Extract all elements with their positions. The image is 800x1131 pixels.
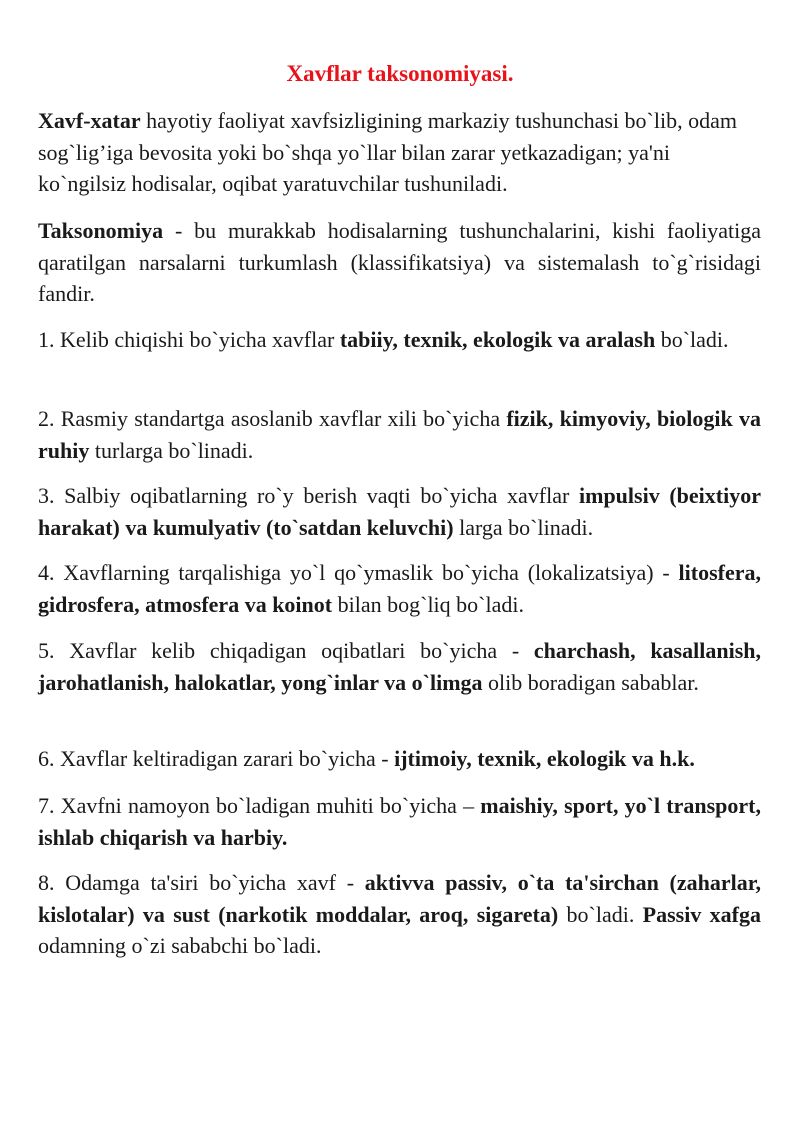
item-text: 3. Salbiy oqibatlarning ro`y berish vaqti bo`yicha xavflar	[38, 483, 579, 508]
item-bold: fizik, kimyoviy, biologik va ruhiy	[38, 406, 761, 463]
item-bold: tabiiy, texnik, ekologik va aralash	[339, 327, 656, 352]
list-item-8	[38, 867, 773, 962]
list-item-5	[38, 635, 761, 698]
item-text: bilan bog`liq bo`ladi.	[332, 591, 524, 617]
item-text: 8. Odamga ta'siri bo`yicha xavf -	[38, 870, 365, 895]
list-item-4	[38, 557, 761, 620]
list-item-1	[38, 324, 761, 356]
item-bold: maishiy, sport, yo`l transport, ishlab chiqarish va harbiy.	[38, 793, 761, 850]
list-item-6	[38, 743, 761, 775]
list-item-2	[38, 403, 761, 466]
item-text: turlarga bo`linadi.	[89, 437, 254, 463]
item-bold: charchash, kasallanish, jarohatlanish, halokatlar, yong`inlar va o`limga	[38, 638, 761, 695]
item-bold: Passiv xafga	[642, 901, 762, 927]
item-text: odamning o`zi sababchi bo`ladi.	[38, 901, 773, 958]
definition-text: - bu murakkab hodisalarning tushunchalarini, kishi faoliyatiga qaratilgan narsalarni turkumlash (klassifikatsiya) va sistemalash to`g`risidagi fandir.	[38, 218, 761, 306]
intro-paragraph	[38, 105, 761, 200]
item-text: 1. Kelib chiqishi bo`yicha xavflar	[38, 327, 340, 352]
list-item-7	[38, 790, 761, 853]
definition-paragraph	[38, 215, 761, 310]
item-text: 5. Xavflar kelib chiqadigan oqibatlari bo`yicha -	[38, 638, 534, 663]
item-text: 2. Rasmiy standartga asoslanib xavflar xili bo`yicha	[38, 406, 507, 431]
intro-text: hayotiy faoliyat xavfsizligining markaziy tushunchasi bo`lib, odam sog`lig’iga bevosita yoki bo`shqa yo`llar bilan zarar yetkazadigan; ya'ni ko`ngilsiz hodisalar, oqibat yaratuvchilar tushuniladi.	[38, 108, 737, 196]
page-title: Xavflar taksonomiyasi.	[286, 61, 514, 86]
intro-term: Xavf-xatar	[38, 108, 141, 133]
item-text: 6. Xavflar keltiradigan zarari bo`yicha -	[38, 746, 395, 771]
item-bold: aktivva passiv, o`ta ta'sirchan (zaharlar, kislotalar) va sust (narkotik moddalar, aroq, sigareta)	[38, 870, 761, 927]
item-text: 7. Xavfni namoyon bo`ladigan muhiti bo`yicha –	[38, 793, 481, 818]
item-text: bo`ladi.	[558, 901, 643, 927]
definition-term: Taksonomiya	[38, 218, 164, 243]
item-text: 4. Xavflarning tarqalishiga yo`l qo`ymaslik bo`yicha (lokalizatsiya) -	[38, 560, 679, 585]
item-text: larga bo`linadi.	[453, 514, 594, 540]
item-bold: ijtimoiy, texnik, ekologik va h.k.	[394, 746, 695, 771]
item-bold: impulsiv (beixtiyor harakat) va kumulyativ (to`satdan keluvchi)	[38, 483, 761, 540]
list-item-3	[38, 480, 761, 543]
item-text: bo`ladi.	[655, 327, 729, 352]
item-bold: litosfera, gidrosfera, atmosfera va koinot	[38, 560, 761, 617]
item-text: olib boradigan sabablar.	[482, 669, 699, 695]
